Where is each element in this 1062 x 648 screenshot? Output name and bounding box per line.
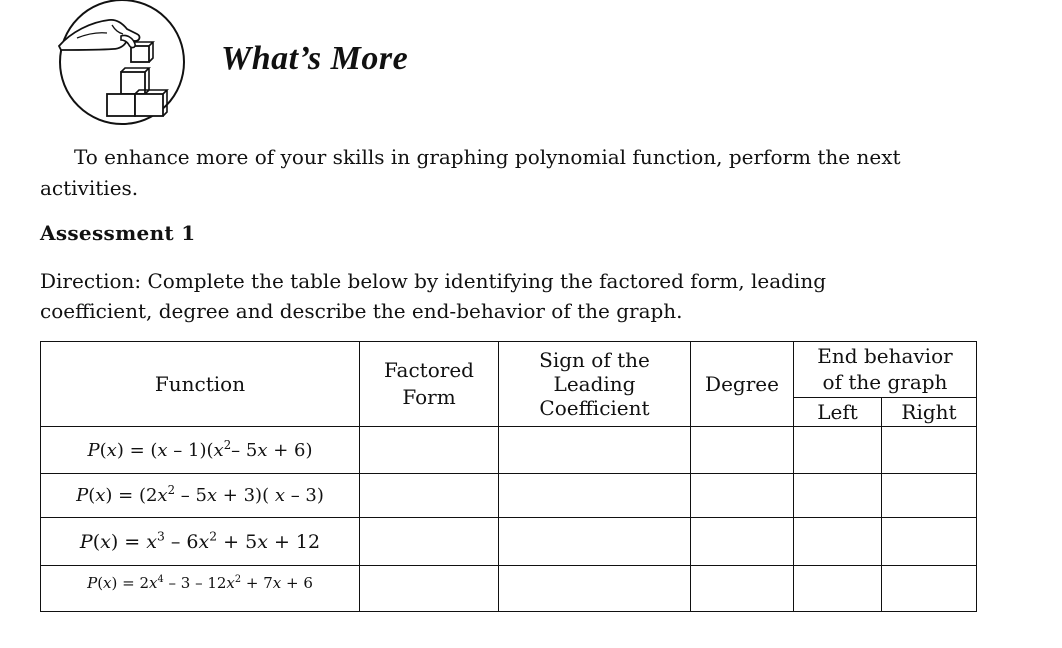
table-row	[41, 518, 977, 566]
factored-form-cell[interactable]	[360, 566, 499, 612]
fn-exponent: 3	[156, 529, 165, 544]
fn-var: x	[206, 485, 218, 506]
degree-cell[interactable]	[691, 474, 794, 518]
degree-cell[interactable]	[691, 566, 794, 612]
fn-var: x	[257, 530, 268, 553]
right-cell[interactable]	[882, 427, 977, 474]
fn-text: + 6)	[267, 439, 313, 461]
assessment-heading: Assessment 1	[40, 221, 196, 245]
header-right: Right	[882, 398, 977, 427]
left-cell[interactable]	[794, 518, 882, 566]
header-sign-line1: Sign of the	[539, 347, 650, 372]
table-row	[41, 427, 977, 474]
fn-var: x	[213, 439, 224, 461]
fn-exponent: 2	[167, 482, 176, 497]
fn-var: x	[149, 574, 158, 592]
sign-cell[interactable]	[499, 427, 691, 474]
fn-var: x	[272, 574, 282, 592]
fn-var: x	[100, 530, 111, 553]
left-cell[interactable]	[794, 427, 882, 474]
function-cell: $P(x) = 2x^4 - 3 - 12x^2 + 7x + 6$	[41, 566, 360, 612]
header-factored-form	[360, 342, 499, 427]
sign-cell[interactable]	[499, 474, 691, 518]
fn-text: = (2	[112, 485, 158, 506]
header-degree: Degree	[691, 342, 794, 427]
function-cell: $P(x) = (x - 1)(x^2-$ 5x + 6)	[41, 427, 360, 474]
degree-cell[interactable]	[691, 427, 794, 474]
fn-text: – 3)	[284, 485, 324, 506]
header-factored-line1: Factored	[384, 358, 474, 382]
function-cell: $P(x) = x^3 - 6x^2 + 5x + 12$	[41, 518, 360, 566]
fn-text: = 2	[117, 574, 150, 592]
left-cell[interactable]	[794, 474, 882, 518]
fn-text: = (	[123, 439, 158, 461]
header-sign-line2: Leading	[553, 371, 636, 396]
factored-form-cell[interactable]	[360, 518, 499, 566]
fn-text: – 5	[175, 485, 207, 506]
fn-text: + 12	[267, 530, 321, 553]
fn-text: + 6	[281, 574, 313, 592]
fn-text: =	[118, 530, 147, 553]
header-end-behavior	[794, 342, 977, 398]
fn-var: x	[274, 485, 285, 506]
fn-var: x	[257, 439, 268, 461]
factored-form-cell[interactable]	[360, 427, 499, 474]
degree-cell[interactable]	[691, 518, 794, 566]
fn-exponent: 2	[223, 437, 232, 452]
header-end-line1: End behavior	[817, 344, 953, 368]
fn-text: + 5	[217, 530, 258, 553]
header-end-line2: of the graph	[822, 370, 948, 394]
fn-exponent: 2	[234, 574, 242, 586]
fn-var: x	[146, 530, 157, 553]
fn-symbol: P	[87, 574, 98, 592]
fn-symbol: P	[76, 485, 89, 506]
fn-text: – 6	[164, 530, 199, 553]
page-title: What’s More	[221, 40, 409, 77]
fn-symbol: P	[87, 439, 100, 461]
header-left: Left	[794, 398, 882, 427]
factored-form-cell[interactable]	[360, 474, 499, 518]
table-row	[41, 566, 977, 612]
fn-text: + 7	[241, 574, 273, 592]
header-sign-leading-coefficient	[499, 342, 691, 427]
assessment-table	[40, 341, 977, 612]
left-cell[interactable]	[794, 566, 882, 612]
fn-symbol: P	[79, 530, 93, 553]
fn-text: – 1)(	[167, 439, 214, 461]
header-factored-line2: Form	[402, 385, 456, 409]
fn-var: x	[157, 485, 168, 506]
right-cell[interactable]	[882, 518, 977, 566]
direction-paragraph: Direction: Complete the table below by identifying the factored form, leading coefficient, degree and describe the end-behavior of the graph.	[40, 269, 827, 323]
table-row	[41, 474, 977, 518]
fn-var: x	[226, 574, 235, 592]
header-function: Function	[41, 342, 360, 427]
fn-text: – 3 – 12	[163, 574, 227, 592]
fn-var: x	[157, 439, 168, 461]
right-cell[interactable]	[882, 566, 977, 612]
right-cell[interactable]	[882, 474, 977, 518]
fn-var: x	[106, 439, 117, 461]
fn-exponent: 2	[209, 529, 218, 544]
sign-cell[interactable]	[499, 518, 691, 566]
sign-cell[interactable]	[499, 566, 691, 612]
fn-text: – 5	[231, 439, 258, 461]
fn-var: x	[198, 530, 210, 553]
fn-var: x	[103, 574, 112, 592]
hand-stacking-blocks-logo	[57, 0, 187, 126]
header-sign-line3: Coefficient	[539, 395, 650, 420]
intro-paragraph: To enhance more of your skills in graphing polynomial function, perform the next activities.	[40, 145, 901, 200]
fn-text: + 3)(	[217, 485, 275, 506]
function-cell: $P(x) = (2x^2 - 5x + 3)$( x – 3)	[41, 474, 360, 518]
fn-exponent: 4	[157, 574, 164, 586]
fn-var: x	[95, 485, 106, 506]
